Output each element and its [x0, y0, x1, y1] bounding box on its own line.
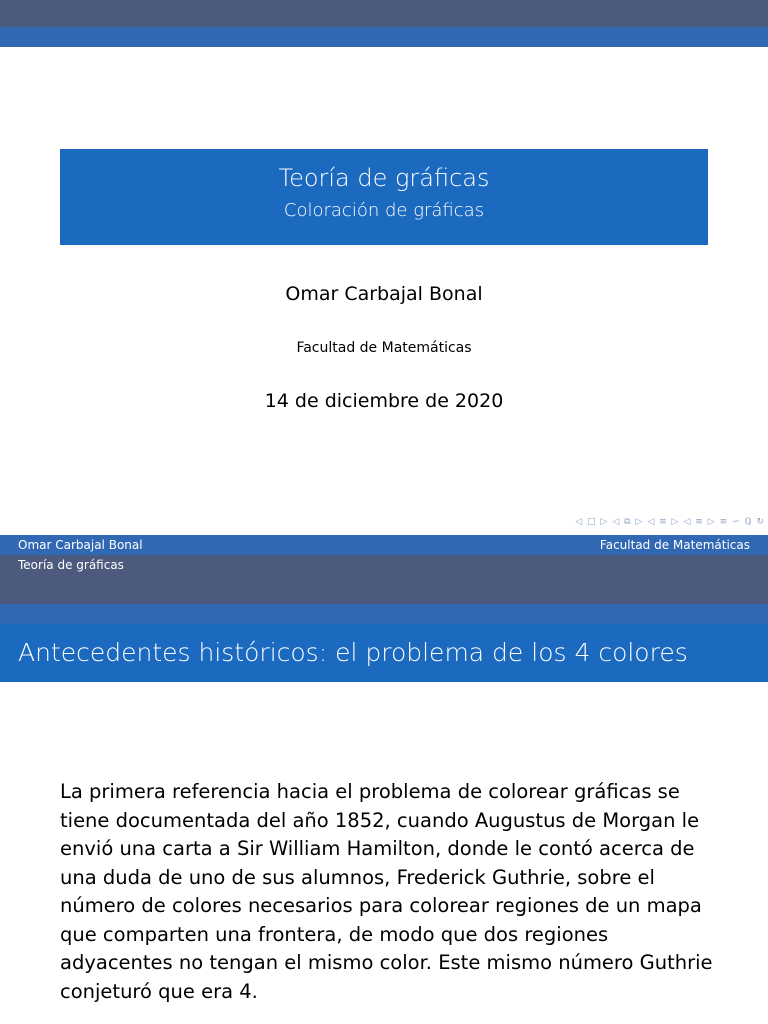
nav-search-icon[interactable]: ∽ ℚ ↻	[732, 517, 765, 527]
beamer-navigation-bar	[490, 515, 765, 529]
footer-author: Omar Carbajal Bonal	[18, 538, 143, 552]
presentation-date: 14 de diciembre de 2020	[264, 390, 504, 412]
nav-slide-icon[interactable]: ◁ □ ▷	[575, 517, 609, 527]
slide2-header-band	[0, 604, 768, 624]
author-name: Omar Carbajal Bonal	[285, 283, 483, 305]
nav-section-icon[interactable]: ◁ ≡ ▷	[683, 517, 716, 527]
footer-band-dark	[0, 555, 768, 604]
nav-subsection-icon[interactable]: ◁ ≡ ▷	[647, 517, 680, 527]
nav-frame-icon[interactable]: ◁ ⧉ ▷	[612, 517, 644, 527]
frame-title-bar	[0, 624, 768, 682]
header-band-blue	[0, 27, 768, 47]
presentation-subtitle: Coloración de gráficas	[283, 200, 485, 221]
presentation-title: Teoría de gráficas	[278, 164, 490, 192]
frame-title: Antecedentes históricos: el problema de los 4 colores	[18, 638, 688, 667]
nav-document-icon[interactable]: ≡	[719, 517, 729, 527]
footer-institute: Facultad de Matemáticas	[599, 538, 750, 552]
header-band-dark	[0, 0, 768, 27]
institute-name: Facultad de Matemáticas	[296, 340, 472, 356]
title-box	[60, 149, 708, 245]
body-paragraph: La primera referencia hacia el problema de colorear gráficas se tiene documentada del año 1852, cuando Augustus de Morgan le envió una carta a Sir William Hamilton, donde le contó acerca de una duda de uno de sus alumnos, Frederick Guthrie, sobre el número de colores necesarios para colorear regiones de un mapa que comparten una frontera, de modo que dos regiones adyacentes no tengan el mismo color. Este mismo número Guthrie conjeturó que era 4.	[60, 780, 713, 1003]
footer-band-blue	[0, 535, 768, 555]
footer-title: Teoría de gráficas	[18, 558, 124, 572]
